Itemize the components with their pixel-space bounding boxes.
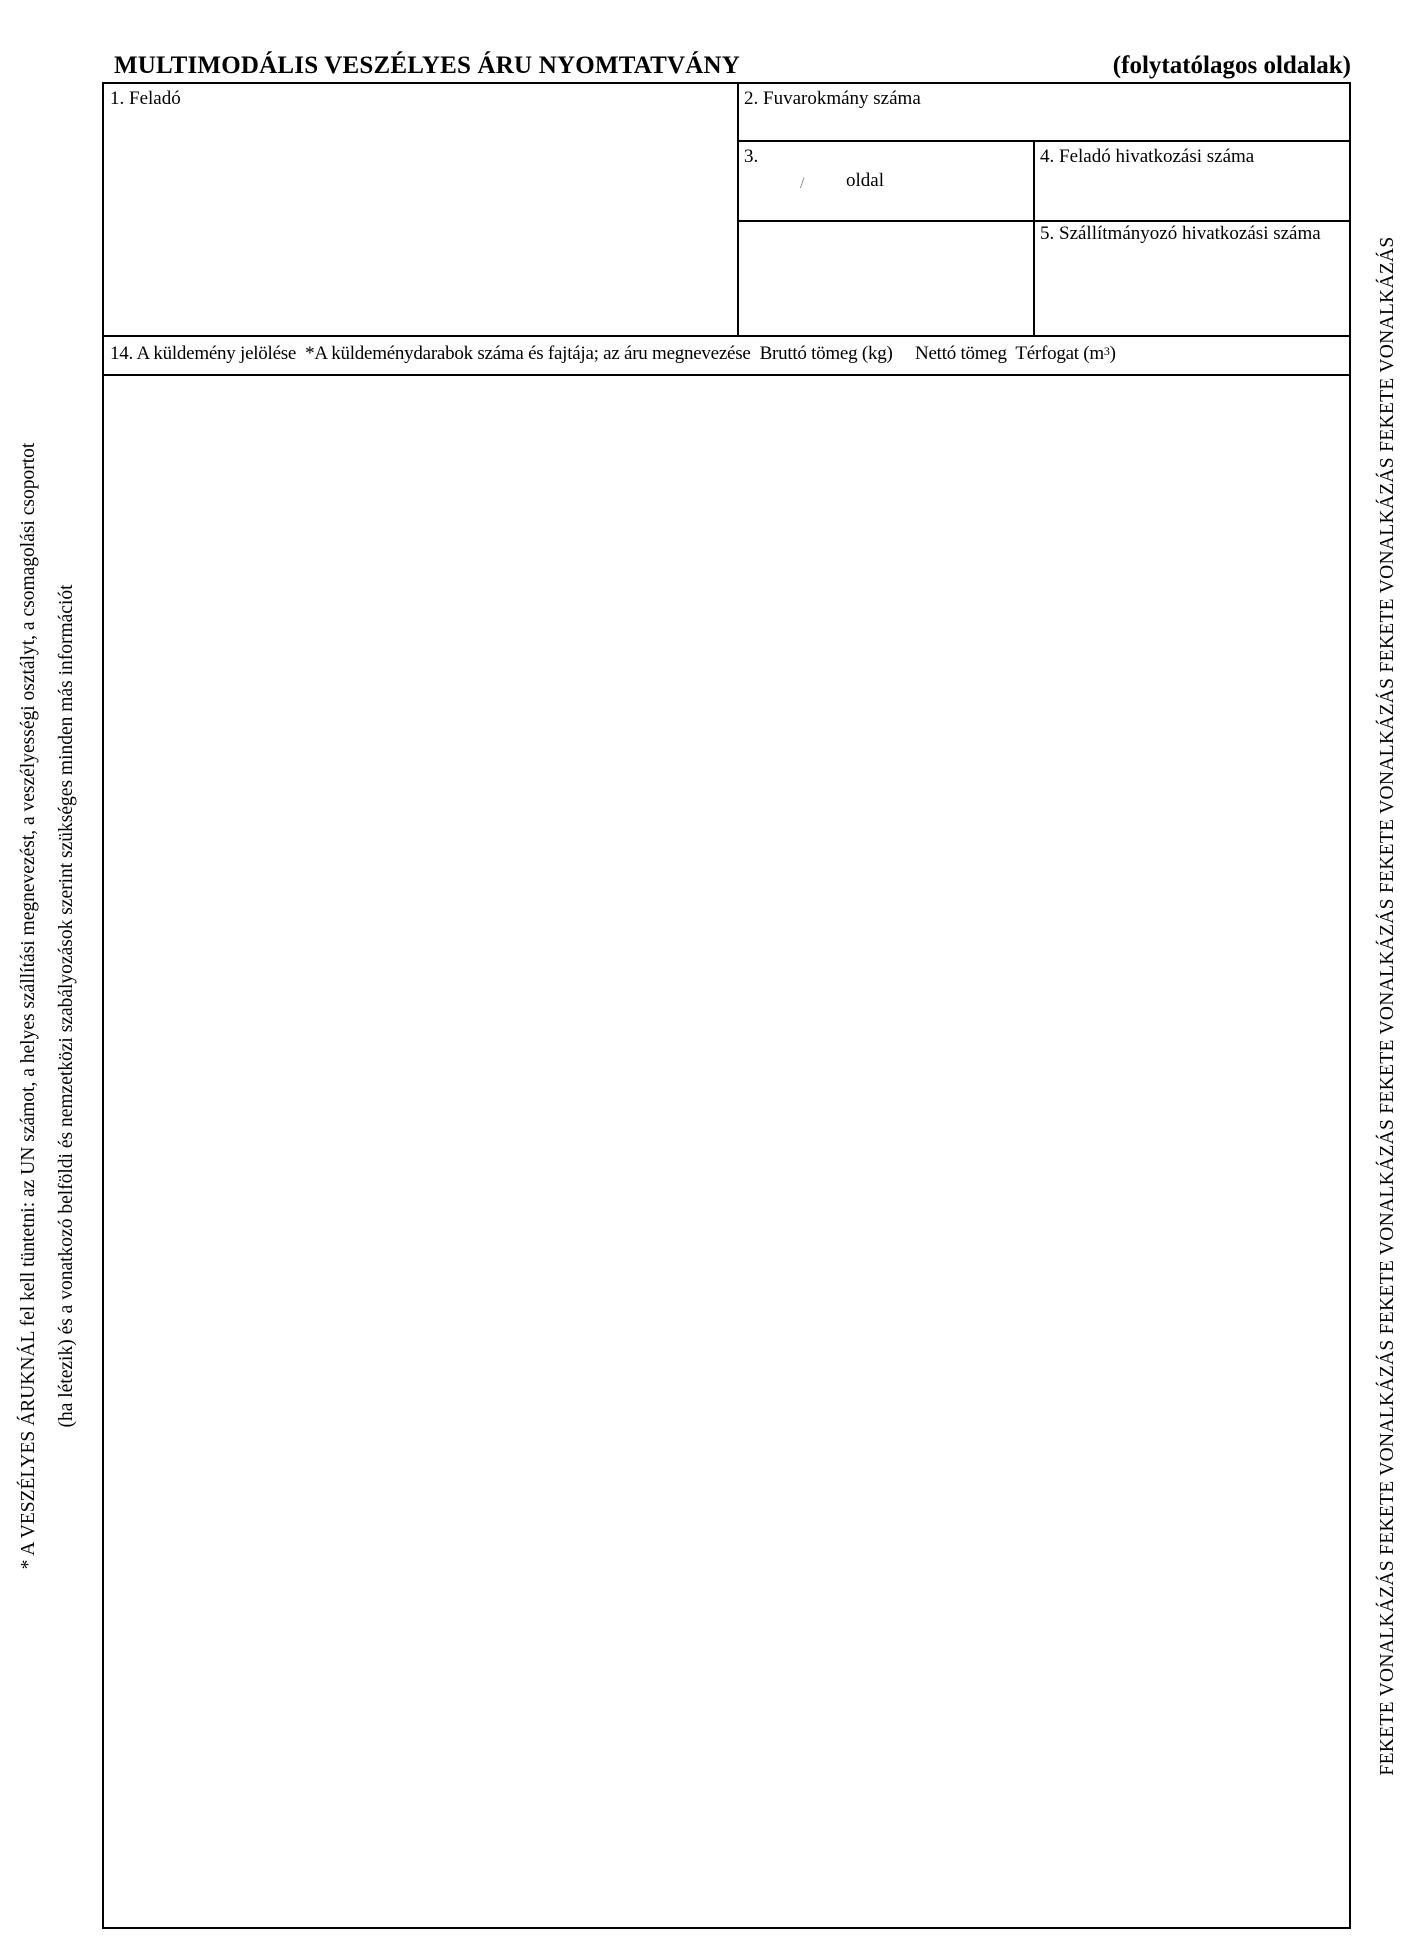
sender-field[interactable] — [110, 88, 181, 110]
divider — [737, 140, 1351, 142]
transport-doc-number-field[interactable] — [744, 88, 921, 110]
forwarder-reference-field[interactable] — [1040, 223, 1330, 245]
goods-body-area[interactable] — [104, 376, 1349, 1927]
net-weight-column-header: Nettó tömeg — [915, 343, 1007, 364]
transport-doc-number-label: 2. Fuvarokmány száma — [744, 88, 921, 109]
gross-weight-column-header: Bruttó tömeg (kg) — [759, 343, 893, 364]
side-note — [10, 266, 86, 1746]
marks-column-header: 14. A küldemény jelölése — [110, 343, 297, 364]
page-slash: / — [800, 175, 805, 192]
form-title: MULTIMODÁLIS VESZÉLYES ÁRU NYOMTATVÁNY — [114, 52, 741, 79]
sender-reference-field[interactable] — [1040, 146, 1254, 168]
sender-reference-label: 4. Feladó hivatkozási száma — [1040, 146, 1255, 167]
packages-column-header: *A küldeménydarabok száma és fajtája; az áru megnevezése — [305, 343, 751, 364]
form-subtitle: (folytatólagos oldalak) — [1112, 52, 1351, 79]
sender-label: 1. Feladó — [110, 88, 181, 109]
page-number-label: 3. — [744, 146, 759, 167]
side-note-line-1: * A VESZÉLYES ÁRUKNÁL fel kell tüntetni: az UN számot, a helyes szállítási megnevezést, a veszélyességi osztályt, a csomagolási csoportot — [18, 442, 39, 1570]
form-grid — [102, 82, 1351, 1929]
forwarder-reference-label: 5. Szállítmányozó hivatkozási száma — [1040, 223, 1321, 244]
divider — [737, 84, 739, 335]
divider — [1033, 142, 1035, 335]
margin-marking-text: FEKETE VONALKÁZÁS FEKETE VONALKÁZÁS FEKETE VONALKÁZÁS FEKETE VONALKÁZÁS FEKETE VONALKÁZÁS FEKETE VONALKÁZÁS FEKETE VONALKÁZÁS — [1377, 236, 1398, 1776]
page-word-label: oldal — [846, 170, 884, 191]
divider — [104, 335, 1349, 337]
goods-header-row — [110, 343, 1116, 365]
divider — [737, 220, 1351, 222]
side-note-line-2: (ha létezik) és a vonatkozó belföldi és nemzetközi szabályozások szerint szükséges minden más információt — [56, 584, 77, 1428]
volume-column-header: Térfogat $(m^3)$ — [1015, 343, 1116, 364]
